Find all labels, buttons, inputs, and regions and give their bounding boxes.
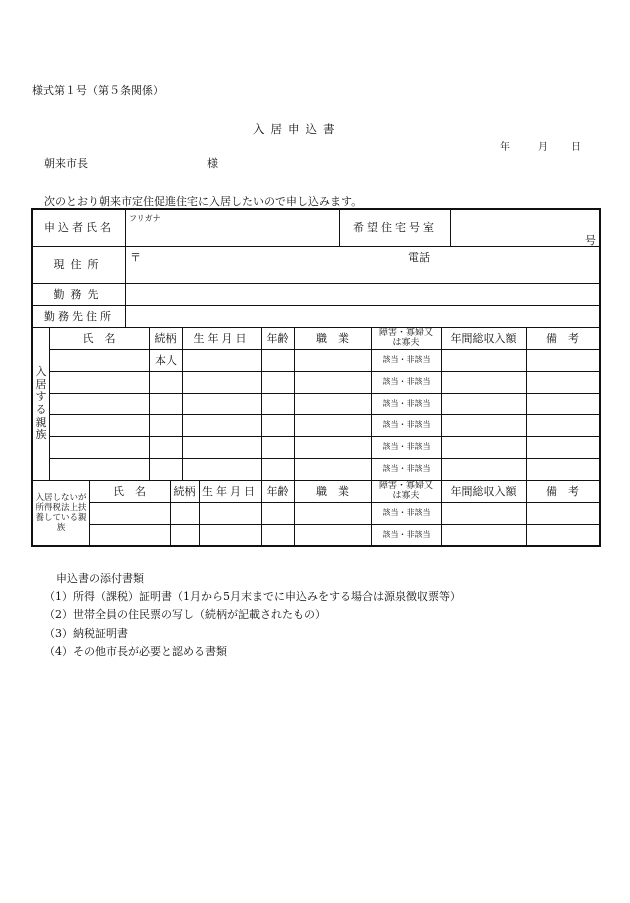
family-cell-relation[interactable] bbox=[150, 372, 182, 393]
family-status-toggle[interactable]: 該当・非該当 bbox=[382, 420, 431, 430]
family-cell-name[interactable] bbox=[50, 459, 149, 480]
family-cell-occupation[interactable] bbox=[295, 350, 371, 371]
dependent-side-label: 入居しないが所得税法上扶養している親族 bbox=[35, 492, 87, 534]
family-cell-occupation[interactable] bbox=[295, 437, 371, 458]
family-status-toggle[interactable]: 該当・非該当 bbox=[382, 399, 431, 409]
attachment-item-1: （1）所得（課税）証明書（1月から5月末までに申込みをする場合は源泉徴収票等） bbox=[44, 590, 461, 603]
dependent-header-annual-income: 年間総収入額 bbox=[450, 484, 517, 498]
family-cell-occupation[interactable] bbox=[295, 415, 371, 436]
family-header-birthdate: 生年月日 bbox=[193, 331, 250, 345]
dependent-header-birthdate: 生年月日 bbox=[202, 484, 258, 498]
dependent-status-toggle[interactable]: 該当・非該当 bbox=[382, 530, 431, 540]
family-cell-name[interactable] bbox=[50, 437, 149, 458]
attachment-item-4: （4）その他市長が必要と認める書類 bbox=[44, 645, 227, 658]
family-header-name: 氏 名 bbox=[82, 331, 116, 345]
dependent-header-occupation: 職 業 bbox=[316, 484, 349, 498]
dependent-status-toggle[interactable]: 該当・非該当 bbox=[382, 508, 431, 518]
family-header-annual-income: 年間総収入額 bbox=[450, 331, 517, 345]
desired-room-label: 希望住宅号室 bbox=[353, 221, 437, 235]
family-cell-birthdate[interactable] bbox=[183, 372, 261, 393]
dependent-cell-remarks[interactable] bbox=[527, 503, 599, 524]
date-year-label: 年 bbox=[500, 142, 510, 153]
family-cell-annual-income[interactable] bbox=[442, 394, 526, 415]
desired-room-field[interactable] bbox=[452, 210, 582, 246]
form-id: 様式第１号（第５条関係） bbox=[32, 84, 164, 97]
family-cell-annual-income[interactable] bbox=[442, 437, 526, 458]
family-cell-birthdate[interactable] bbox=[183, 415, 261, 436]
family-header-remarks: 備 考 bbox=[546, 331, 579, 345]
dependent-cell-age[interactable] bbox=[262, 503, 294, 524]
family-cell-name[interactable] bbox=[50, 350, 149, 371]
family-cell-relation[interactable] bbox=[150, 394, 182, 415]
dependent-cell-occupation[interactable] bbox=[295, 525, 371, 546]
current-address-field[interactable] bbox=[142, 248, 402, 282]
date-day-label: 日 bbox=[571, 142, 581, 153]
family-cell-age[interactable] bbox=[262, 437, 294, 458]
dependent-cell-annual-income[interactable] bbox=[442, 525, 526, 546]
dependent-cell-birthdate[interactable] bbox=[200, 503, 261, 524]
addressee-honorific: 様 bbox=[207, 157, 218, 170]
family-cell-name[interactable] bbox=[50, 394, 149, 415]
family-cell-remarks[interactable] bbox=[527, 350, 599, 371]
applicant-name-label: 申込者氏名 bbox=[44, 221, 114, 235]
workplace-field[interactable] bbox=[127, 285, 597, 305]
family-cell-birthdate[interactable] bbox=[183, 394, 261, 415]
family-cell-age[interactable] bbox=[262, 415, 294, 436]
dependent-cell-name[interactable] bbox=[90, 525, 170, 546]
dependent-header-name: 氏 名 bbox=[113, 484, 146, 498]
family-cell-age[interactable] bbox=[262, 459, 294, 480]
family-cell-relation[interactable] bbox=[150, 437, 182, 458]
workplace-address-field[interactable] bbox=[127, 307, 597, 327]
postal-mark: 〒 bbox=[130, 251, 141, 264]
family-cell-age[interactable] bbox=[262, 372, 294, 393]
family-status-toggle[interactable]: 該当・非該当 bbox=[382, 355, 431, 365]
dependent-header-age: 年齢 bbox=[266, 484, 289, 498]
applicant-name-field[interactable] bbox=[129, 222, 337, 244]
family-header-disability-status: 障害・寡婦又は寡夫 bbox=[378, 328, 433, 348]
family-header-age: 年齢 bbox=[266, 331, 289, 345]
family-status-toggle[interactable]: 該当・非該当 bbox=[382, 377, 431, 387]
family-cell-age[interactable] bbox=[262, 394, 294, 415]
dependent-cell-occupation[interactable] bbox=[295, 503, 371, 524]
family-cell-annual-income[interactable] bbox=[442, 350, 526, 371]
family-cell-birthdate[interactable] bbox=[183, 350, 261, 371]
relation-self: 本人 bbox=[155, 353, 177, 367]
family-cell-remarks[interactable] bbox=[527, 394, 599, 415]
family-cell-occupation[interactable] bbox=[295, 372, 371, 393]
page-title: 入居申込書 bbox=[253, 122, 341, 136]
phone-label: 電話 bbox=[408, 251, 430, 264]
family-cell-remarks[interactable] bbox=[527, 459, 599, 480]
family-cell-age[interactable] bbox=[262, 350, 294, 371]
family-cell-name[interactable] bbox=[50, 372, 149, 393]
family-cell-annual-income[interactable] bbox=[442, 415, 526, 436]
addressee-name: 朝来市長 bbox=[44, 157, 88, 170]
dependent-cell-name[interactable] bbox=[90, 503, 170, 524]
family-cell-birthdate[interactable] bbox=[183, 459, 261, 480]
family-cell-remarks[interactable] bbox=[527, 437, 599, 458]
family-status-toggle[interactable]: 該当・非該当 bbox=[382, 442, 431, 452]
dependent-cell-relation[interactable] bbox=[171, 503, 199, 524]
family-cell-annual-income[interactable] bbox=[442, 459, 526, 480]
dependent-cell-annual-income[interactable] bbox=[442, 503, 526, 524]
workplace-label: 勤務先 bbox=[53, 287, 105, 301]
workplace-address-label: 勤務先住所 bbox=[44, 309, 114, 323]
dependent-header-relation: 続柄 bbox=[173, 484, 196, 498]
dependent-cell-relation[interactable] bbox=[171, 525, 199, 546]
dependent-header-disability-status: 障害・寡婦又は寡夫 bbox=[378, 481, 433, 501]
attachment-item-3: （3）納税証明書 bbox=[44, 627, 128, 640]
dependent-cell-age[interactable] bbox=[262, 525, 294, 546]
family-cell-remarks[interactable] bbox=[527, 372, 599, 393]
furigana-label: フリガナ bbox=[129, 214, 161, 223]
attachments-heading: 申込書の添付書類 bbox=[56, 572, 144, 585]
family-cell-relation[interactable] bbox=[150, 415, 182, 436]
family-cell-birthdate[interactable] bbox=[183, 437, 261, 458]
date-month-label: 月 bbox=[538, 142, 548, 153]
intro-text: 次のとおり朝来市定住促進住宅に入居したいので申し込みます。 bbox=[44, 195, 363, 208]
current-address-label: 現住所 bbox=[53, 258, 105, 272]
room-suffix: 号 bbox=[585, 234, 596, 247]
family-header-relation: 続柄 bbox=[154, 331, 177, 345]
family-cell-remarks[interactable] bbox=[527, 415, 599, 436]
dependent-header-remarks: 備 考 bbox=[546, 484, 579, 498]
family-cell-annual-income[interactable] bbox=[442, 372, 526, 393]
family-status-toggle[interactable]: 該当・非該当 bbox=[382, 464, 431, 474]
attachment-item-2: （2）世帯全員の住民票の写し（続柄が記載されたもの） bbox=[44, 608, 326, 621]
family-header-occupation: 職 業 bbox=[316, 331, 349, 345]
family-cell-occupation[interactable] bbox=[295, 459, 371, 480]
dependent-cell-remarks[interactable] bbox=[527, 525, 599, 546]
dependent-cell-birthdate[interactable] bbox=[200, 525, 261, 546]
family-cell-relation[interactable] bbox=[150, 459, 182, 480]
family-side-label: 入居する親族 bbox=[35, 365, 47, 442]
family-cell-name[interactable] bbox=[50, 415, 149, 436]
family-cell-occupation[interactable] bbox=[295, 394, 371, 415]
